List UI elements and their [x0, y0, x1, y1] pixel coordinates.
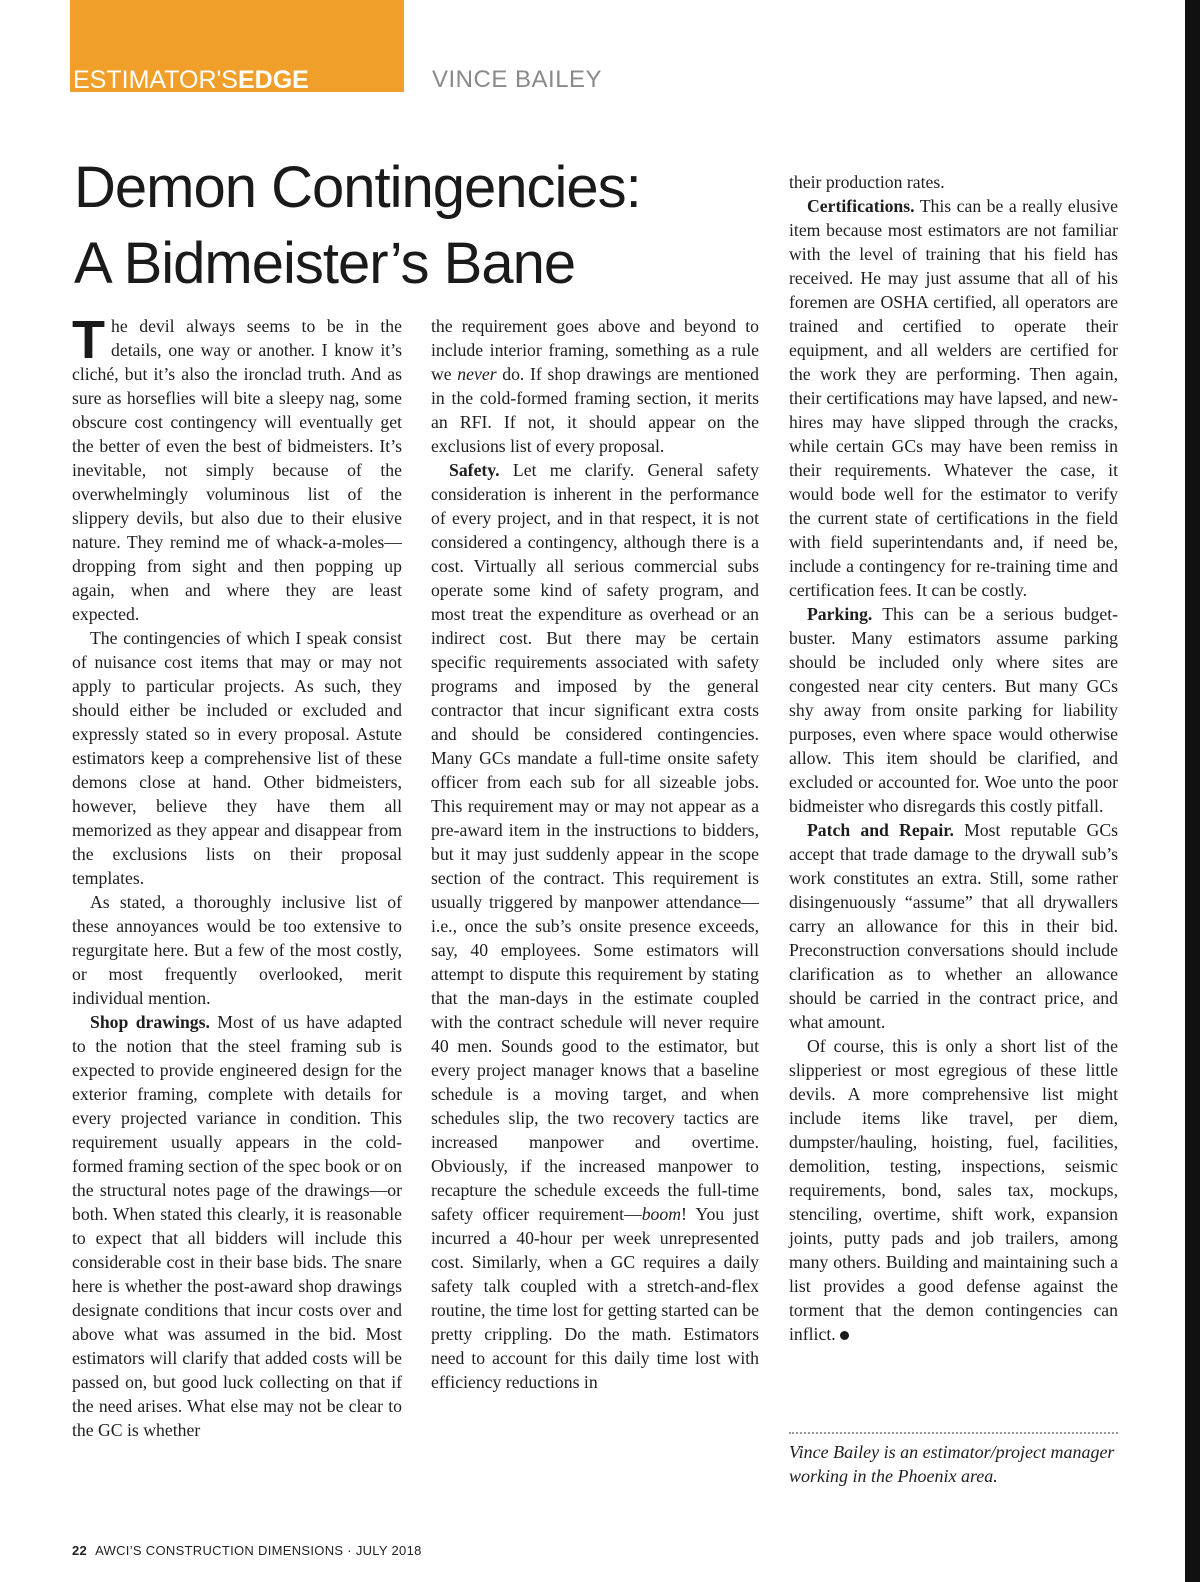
article-title	[74, 150, 774, 302]
subhead-safety: Safety.	[449, 460, 500, 480]
paragraph-text: the requirement goes above and beyond to include interior framing, something as a rule we	[431, 316, 759, 384]
article-column-3	[789, 170, 1118, 1346]
subhead-shop-drawings: Shop drawings.	[90, 1012, 210, 1032]
article-column-1	[72, 310, 403, 1442]
paragraph: The contingencies of which I speak consist of nuisance cost items that may or may not apply to particular projects. As such, they should either be included or excluded and expressly stated so in every proposal. Astute estimators keep a comprehensive list of these demons close at hand. Other bidmeisters, however, believe they have them all memorized as they appear and disappear from the exclusions lists on their proposal templates.	[72, 628, 402, 888]
paragraph-text: ! You just incurred a 40-hour per week unrepresented cost. Similarly, when a GC requires a daily safety talk coupled with a stretch-and-flex routine, the time lost for getting started can be pretty crippling. Do the math. Estimators need to account for this daily time lost with efficiency reductions in	[431, 1204, 759, 1392]
paragraph	[789, 602, 1118, 818]
paragraph-text: do. If shop drawings are mentioned in the cold-formed framing section, it merits an RFI. If not, it should appear on the exclusions list of every proposal.	[431, 364, 759, 456]
paragraph-text: Let me clarify. General safety consideration is inherent in the performance of every project, and in that respect, it is not considered a contingency, although there is a cost. Virtually all serious commercial subs operate some kind of safety program, and most treat the expenditure as overhead or an indirect cost. But there may be certain specific requirements associated with safety programs and imposed by the general contractor that incur significant extra costs and should be considered contingencies. Many GCs mandate a full-time onsite safety officer from each sub for all sizeable jobs. This requirement may or may not appear as a pre-award item in the instructions to bidders, but it may just suddenly appear in the scope section of the contract. This requirement is usually triggered by manpower attendance—i.e., once the sub’s onsite presence exceeds, say, 40 employees. Some estimators will attempt to dispute this requirement by stating that the man-days in the estimate coupled with the contract schedule will never require 40 men. Sounds good to the estimator, but every project manager knows that a baseline schedule is a moving target, and when schedules slip, the two recovery tactics are increased manpower and overtime. Obviously, if the increased manpower to recapture the schedule exceeds the full-time safety officer requirement—	[431, 460, 759, 1224]
paragraph	[431, 314, 759, 458]
section-tag-part1: ESTIMATOR'S	[73, 66, 238, 92]
subhead-patch-and-repair: Patch and Repair.	[807, 820, 954, 840]
paragraph	[789, 1034, 1118, 1346]
subhead-certifications: Certifications.	[807, 196, 915, 216]
paragraph-text: Most reputable GCs accept that trade damage to the drywall sub’s work constitutes an extra. Still, some rather disingenuously “assume” that all drywallers carry an allowance for this in their bid. Preconstruction conversations should include clarification as to whether an allowance should be carried in the contract price, and what amount.	[789, 820, 1118, 1032]
section-tag	[73, 64, 309, 92]
section-tag-part2: EDGE	[237, 66, 309, 92]
page-number: 22	[72, 1543, 88, 1558]
page-edge-bar	[1185, 0, 1200, 1582]
paragraph: their production rates.	[789, 172, 945, 192]
paragraph-text: This can be a really elusive item because most estimators are not familiar with the level of training that his field has received. He may just assume that all of his foremen are OSHA certified, all operators are trained and certified to operate their equipment, and all welders are certified for the work they are performing. Then again, their certifications may have lapsed, and new-hires may have slipped through the cracks, while certain GCs may have been remiss in their requirements. Whatever the case, it would bode well for the estimator to verify the current state of certifications in the field with field superintendants and, if need be, include a contingency for re-training time and certification fees. It can be costly.	[789, 196, 1118, 600]
paragraph	[431, 458, 759, 1394]
author-name: VINCE BAILEY	[432, 66, 603, 93]
bio-divider	[789, 1432, 1118, 1434]
paragraph-text: This can be a serious budget-buster. Many estimators assume parking should be included only where sites are congested near city centers. But many GCs shy away from onsite parking for liability purposes, even where space would otherwise allow. This item should be clarified, and excluded or accounted for. Woe unto the poor bidmeister who disregards this costly pitfall.	[789, 604, 1118, 816]
drop-cap: T	[72, 310, 105, 370]
paragraph	[72, 310, 402, 626]
paragraph-text: Most of us have adapted to the notion that the steel framing sub is expected to provide engineered design for the exterior framing, complete with details for every projected variance in condition. This requirement usually appears in the cold-formed framing section of the spec book or on the structural notes page of the drawings—or both. When stated this clearly, it is reasonable to expect that all bidders will include this considerable cost in their base bids. The snare here is whether the post-award shop drawings designate conditions that incur costs over and above what was assumed in the bid. Most estimators will clarify that added costs will be passed on, but good luck collecting on that if the need arises. What else may not be clear to the GC is whether	[72, 1012, 403, 1440]
publication-info: AWCI’S CONSTRUCTION DIMENSIONS · JULY 2018	[95, 1543, 422, 1558]
title-line-1: Demon Contingencies:	[74, 155, 641, 220]
title-line-2: A Bidmeister’s Bane	[74, 231, 576, 296]
paragraph-text: he devil always seems to be in the details, one way or another. I know it’s cliché, but it’s also the ironclad truth. And as sure as horseflies will bite a sleepy nag, some obscure cost contingency will eventually get the better of even the best of bidmeisters. It’s inevitable, not simply because of the overwhelmingly voluminous list of the slippery devils, but also due to their elusive nature. They remind me of whack-a-moles—dropping from sight and then popping up again, when and where they are least expected.	[72, 316, 402, 624]
end-mark-icon	[840, 1331, 849, 1340]
emphasis: boom	[641, 1204, 681, 1224]
paragraph: As stated, a thoroughly inclusive list of these annoyances would be too extensive to regurgitate here. But a few of the most costly, or most frequently overlooked, merit individual mention.	[72, 892, 402, 1008]
paragraph-text: Of course, this is only a short list of the slipperiest or most egregious of these little devils. A more comprehensive list might include items like travel, per diem, dumpster/hauling, hoisting, fuel, facilities, demolition, testing, inspections, seismic requirements, bond, sales tax, mockups, stenciling, overtime, shift work, expansion joints, putty pads and job trailers, among many others. Building and maintaining such a list provides a good defense against the torment that the demon contingencies can inflict.	[789, 1036, 1118, 1344]
page-footer	[72, 1543, 422, 1558]
paragraph	[72, 1010, 402, 1442]
author-bio: Vince Bailey is an estimator/project manager working in the Phoenix area.	[789, 1442, 1115, 1486]
subhead-parking: Parking.	[807, 604, 873, 624]
paragraph	[789, 818, 1118, 1034]
article-column-2	[431, 314, 759, 1394]
emphasis: never	[457, 364, 497, 384]
paragraph	[789, 194, 1118, 602]
